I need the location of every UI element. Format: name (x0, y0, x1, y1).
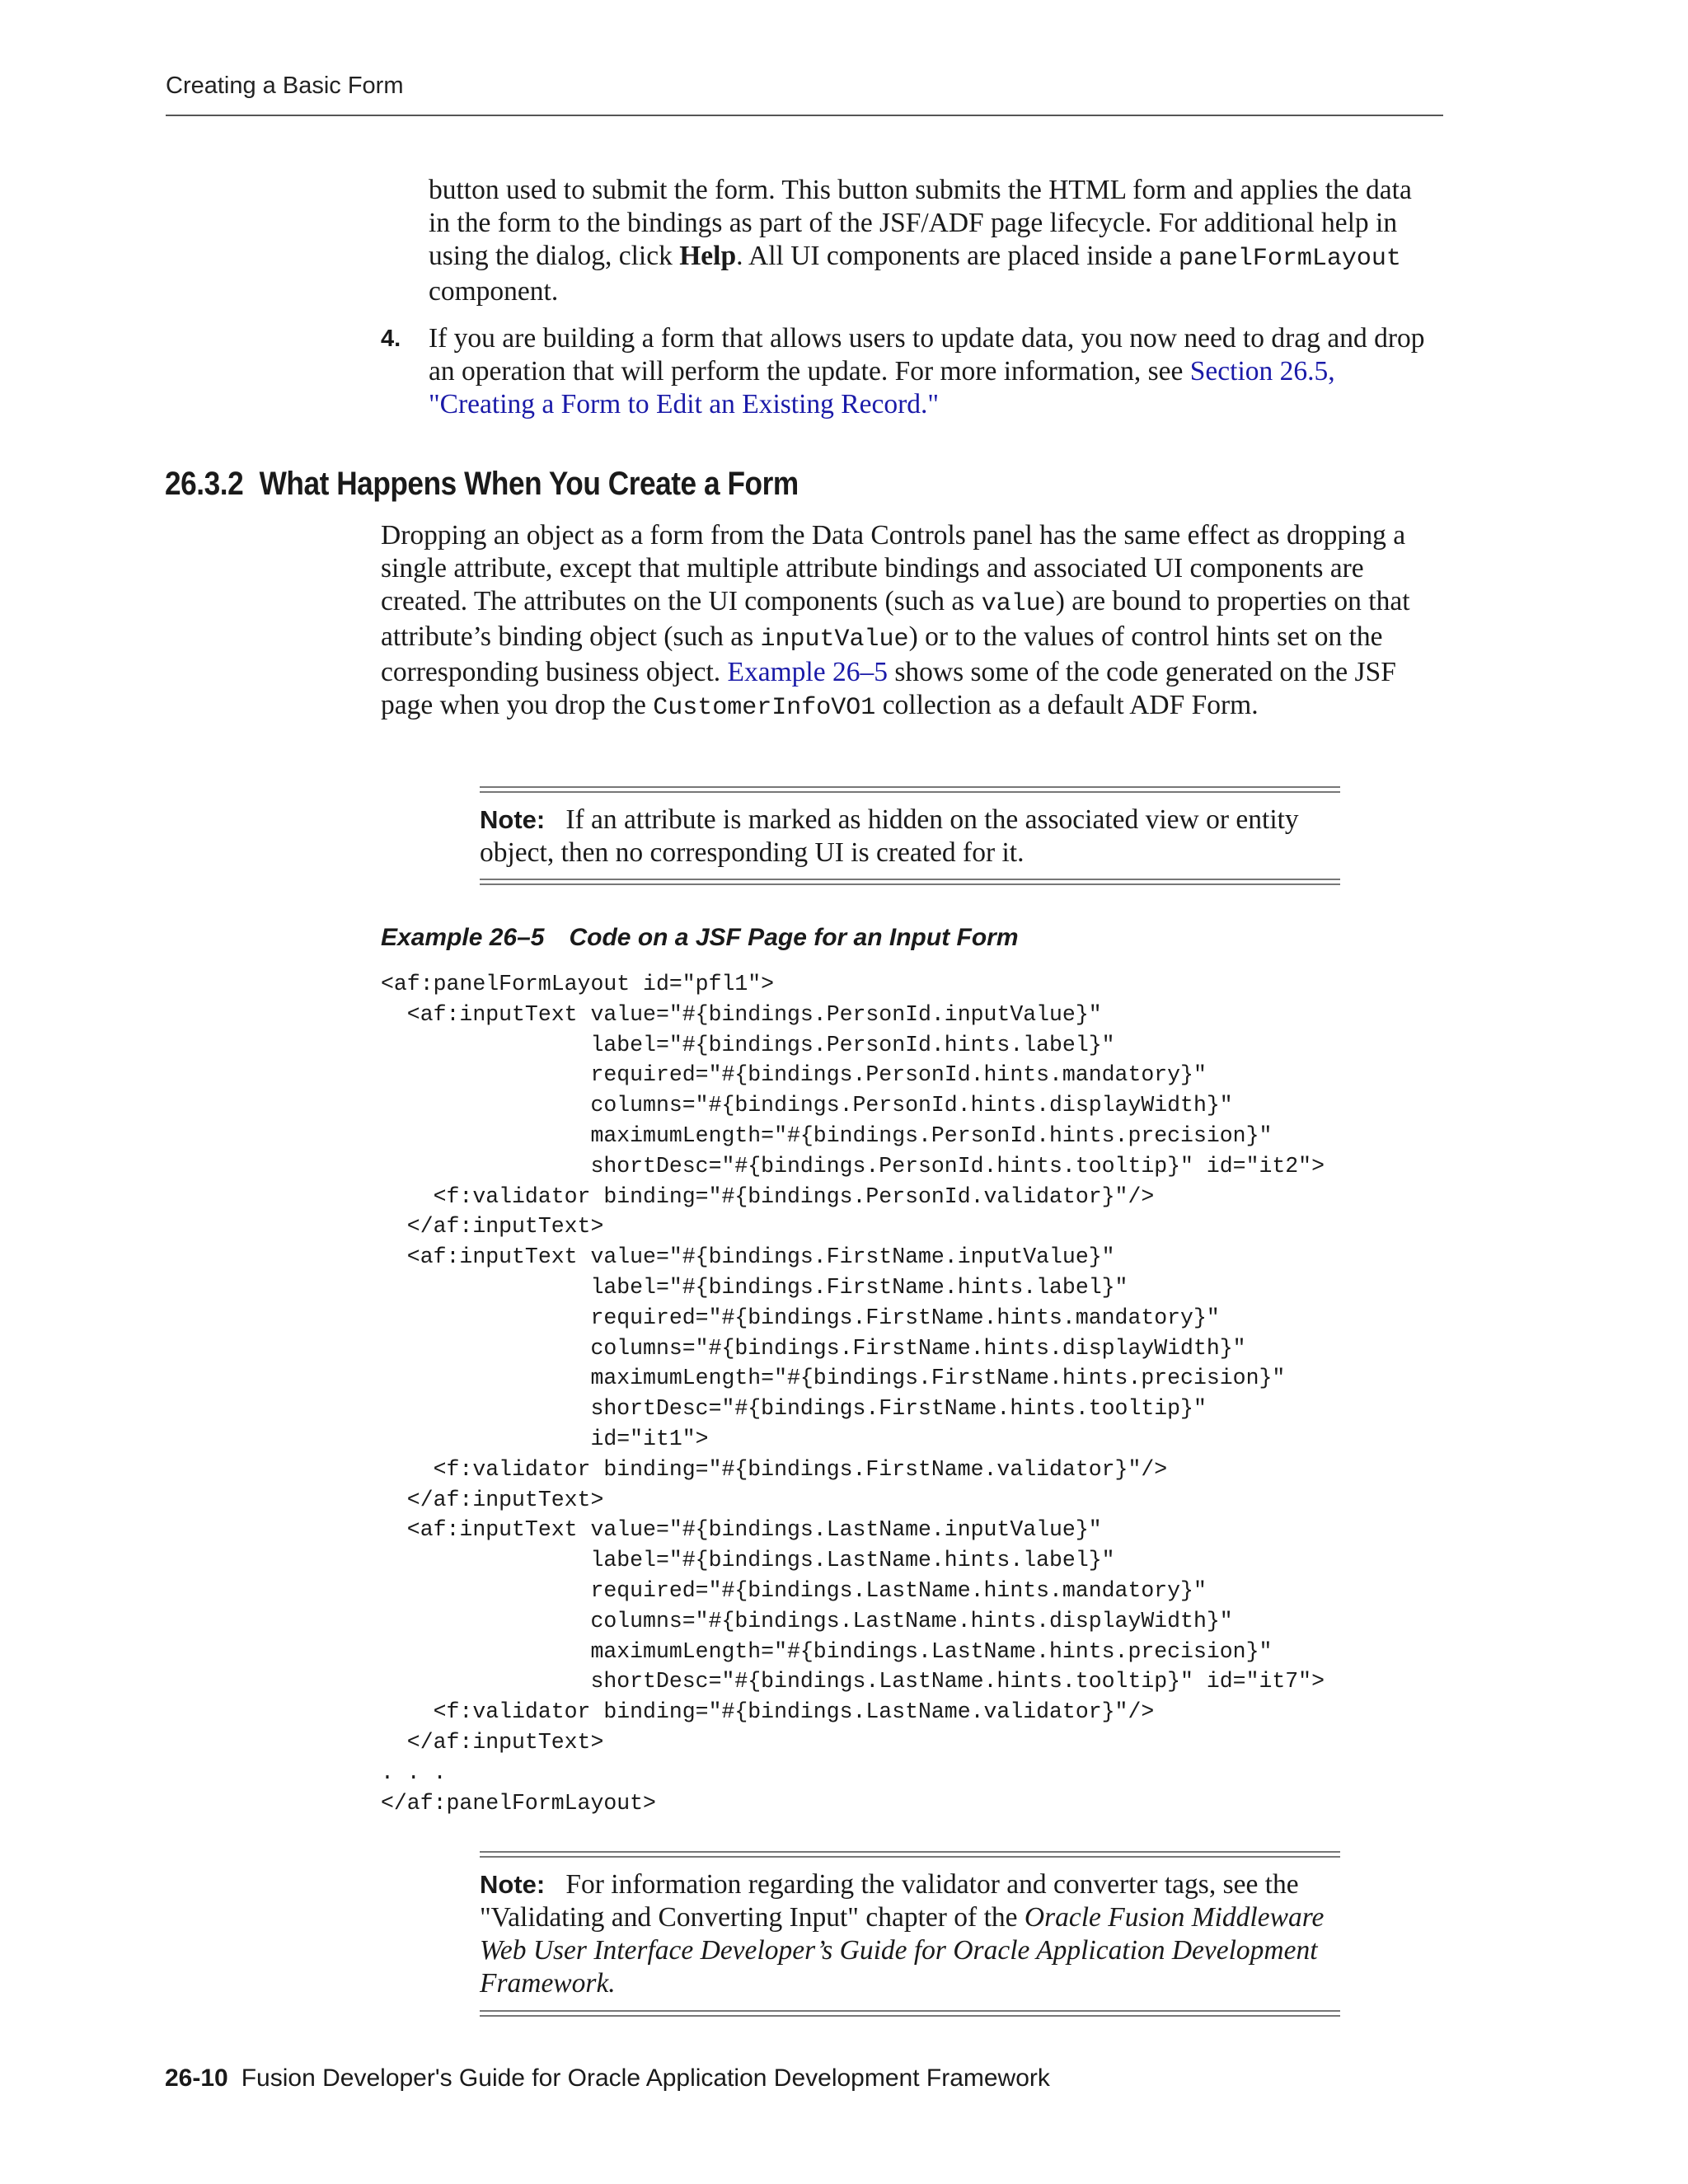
book-title: Fusion Developer's Guide for Oracle Application Development Framework (241, 2064, 1050, 2092)
note-1-label: Note: (480, 805, 546, 834)
note-1-bottom-rule (480, 879, 1340, 885)
page-number: 26-10 (165, 2064, 228, 2092)
section-heading (165, 466, 799, 503)
code-customerinfovo1: CustomerInfoVO1 (653, 694, 876, 722)
step-4-number: 4. (381, 326, 401, 352)
note-2-body: For information regarding the validator and converter tags, see the "Validating and Converting Input" chapter of the (480, 1869, 1299, 1933)
note-2-top-rule (480, 1851, 1340, 1858)
code-listing: <af:panelFormLayout id="pfl1"> <af:inputText value="#{bindings.PersonId.inputValue}" label="#{bindings.PersonId.hints.label}" required="#{bindings.PersonId.hints.mandatory}" columns="#{bindings.PersonId.hints.displayWidth}" maximumLength="#{bindings.PersonId.hints.precision}" shortDesc="#{bindings.PersonId.hints.tooltip}" id="it2"> <f:validator binding="#{bindings.PersonId.validator}"/> </af:inputText> <af:inputText value="#{bindings.FirstName.inputValue}" label="#{bindings.FirstName.hints.label}" required="#{bindings.FirstName.hints.mandatory}" columns="#{bindings.FirstName.hints.displayWidth}" maximumLength="#{bindings.FirstName.hints.precision}" shortDesc="#{bindings.FirstName.hints.tooltip}" id="it1"> <f:validator binding="#{bindings.FirstName.validator}"/> </af:inputText> <af:inputText value="#{bindings.LastName.inputValue}" label="#{bindings.LastName.hints.label}" required="#{bindings.LastName.hints.mandatory}" columns="#{bindings.LastName.hints.displayWidth}" maximumLength="#{bindings.LastName.hints.precision}" shortDesc="#{bindings.LastName.hints.tooltip}" id="it7"> <f:validator binding="#{bindings.LastName.validator}"/> </af:inputText> . . . </af:panelFormLayout> (381, 972, 1325, 1816)
code-panelformlayout: panelFormLayout (1178, 245, 1401, 273)
section-number: 26.3.2 (165, 466, 244, 502)
step-3-text-end: component. (429, 276, 559, 307)
header-rule (166, 115, 1443, 116)
note-2-text (480, 1868, 1340, 2000)
code-value: value (981, 590, 1056, 618)
example-caption: Code on a JSF Page for an Input Form (569, 924, 1019, 951)
running-header: Creating a Basic Form (166, 73, 404, 99)
step-4-text: If you are building a form that allows users to update data, you now need to drag and drop an operation that will perform the update. For more information, see (429, 323, 1425, 387)
example-title (381, 924, 1019, 952)
note-2-book-title: Oracle Fusion Middleware Web User Interface Developer’s Guide for Oracle Application Development Framework. (480, 1902, 1325, 1999)
page-footer (165, 2064, 1050, 2093)
body-text-4: shows some of the code generated on the JSF page when you drop the (381, 657, 1396, 720)
step-3-paragraph (429, 174, 1434, 308)
body-paragraph (381, 519, 1440, 724)
body-text-3: ) or to the values of control hints set on the corresponding business object. (381, 621, 1383, 687)
help-term: Help (679, 241, 737, 271)
step-3-text-cont: . All UI components are placed inside a (736, 241, 1179, 271)
example-26-5-link[interactable]: Example 26–5 (727, 657, 888, 687)
section-title: What Happens When You Create a Form (259, 466, 799, 502)
note-2-bottom-rule (480, 2010, 1340, 2017)
note-1-top-rule (480, 786, 1340, 793)
note-1-body: If an attribute is marked as hidden on the associated view or entity object, then no corresponding UI is created for it. (480, 804, 1299, 868)
body-text-5: collection as a default ADF Form. (875, 690, 1259, 720)
note-2-label: Note: (480, 1870, 546, 1899)
step-3-text: button used to submit the form. This button submits the HTML form and applies the data in the form to the bindings as part of the JSF/ADF page lifecycle. For additional help in using the dialog, click (429, 175, 1412, 271)
note-1-text (480, 804, 1340, 869)
body-text-1: Dropping an object as a form from the Data Controls panel has the same effect as dropping a single attribute, except that multiple attribute bindings and associated UI components are created. The attributes on the UI components (such as (381, 520, 1406, 616)
example-label: Example 26–5 (381, 924, 545, 951)
section-26-5-link[interactable]: Section 26.5, "Creating a Form to Edit an Existing Record." (429, 356, 1335, 419)
code-inputvalue: inputValue (760, 626, 909, 654)
body-text-2: ) are bound to properties on that attribute’s binding object (such as (381, 586, 1410, 652)
step-4-paragraph (429, 322, 1434, 421)
